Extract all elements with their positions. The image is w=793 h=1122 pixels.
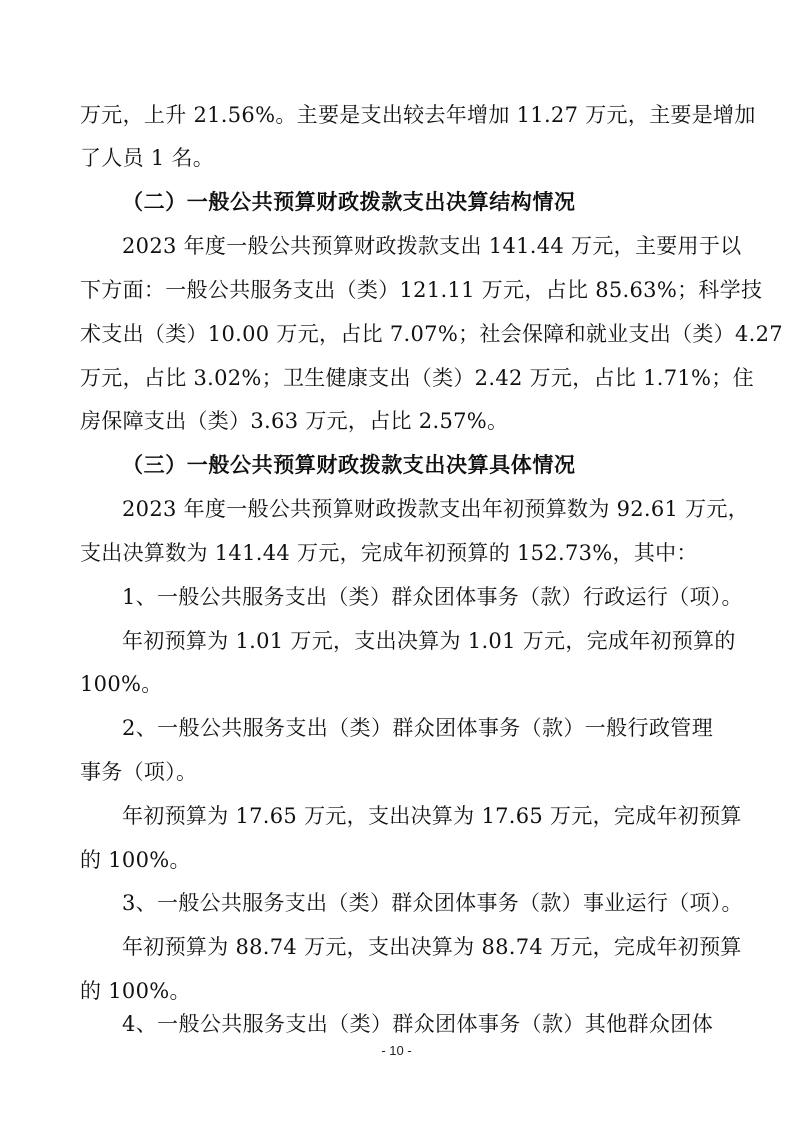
paragraph-line: 术支出（类）10.00 万元，占比 7.07%；社会保障和就业支出（类）4.27 (80, 322, 783, 346)
paragraph-line: 下方面：一般公共服务支出（类）121.11 万元，占比 85.63%；科学技 (80, 278, 763, 302)
paragraph-line: 了人员 1 名。 (80, 146, 215, 170)
paragraph-line: 年初预算为 88.74 万元，支出决算为 88.74 万元，完成年初预算 (122, 935, 742, 959)
paragraph-line: 的 100%。 (80, 848, 191, 872)
list-item-heading: 2、一般公共服务支出（类）群众团体事务（款）一般行政管理 (122, 716, 713, 740)
list-item-heading: 4、一般公共服务支出（类）群众团体事务（款）其他群众团体 (122, 1012, 713, 1036)
section-heading-structure: （二）一般公共预算财政拨款支出决算结构情况 (122, 190, 576, 214)
paragraph-line: 万元，占比 3.02%；卫生健康支出（类）2.42 万元，占比 1.71%；住 (80, 366, 754, 390)
paragraph-line: 2023 年度一般公共预算财政拨款支出年初预算数为 92.61 万元， (122, 497, 750, 521)
paragraph-line: 房保障支出（类）3.63 万元，占比 2.57%。 (80, 409, 509, 433)
paragraph-line: 的 100%。 (80, 979, 191, 1003)
list-item-heading: 1、一般公共服务支出（类）群众团体事务（款）行政运行（项）。 (122, 585, 743, 609)
paragraph-line: 支出决算数为 141.44 万元，完成年初预算的 152.73%，其中： (80, 541, 698, 565)
paragraph-line: 事务（项）。 (80, 760, 198, 784)
paragraph-line: 100%。 (80, 672, 163, 696)
paragraph-line: 万元，上升 21.56%。主要是支出较去年增加 11.27 万元，主要是增加 (80, 103, 756, 127)
paragraph-line: 年初预算为 1.01 万元，支出决算为 1.01 万元，完成年初预算的 (122, 629, 736, 653)
paragraph-line: 年初预算为 17.65 万元，支出决算为 17.65 万元，完成年初预算 (122, 804, 742, 828)
section-heading-details: （三）一般公共预算财政拨款支出决算具体情况 (122, 453, 576, 477)
list-item-heading: 3、一般公共服务支出（类）群众团体事务（款）事业运行（项）。 (122, 891, 743, 915)
paragraph-line: 2023 年度一般公共预算财政拨款支出 141.44 万元，主要用于以 (122, 234, 742, 258)
page-number: - 10 - (381, 1043, 412, 1058)
